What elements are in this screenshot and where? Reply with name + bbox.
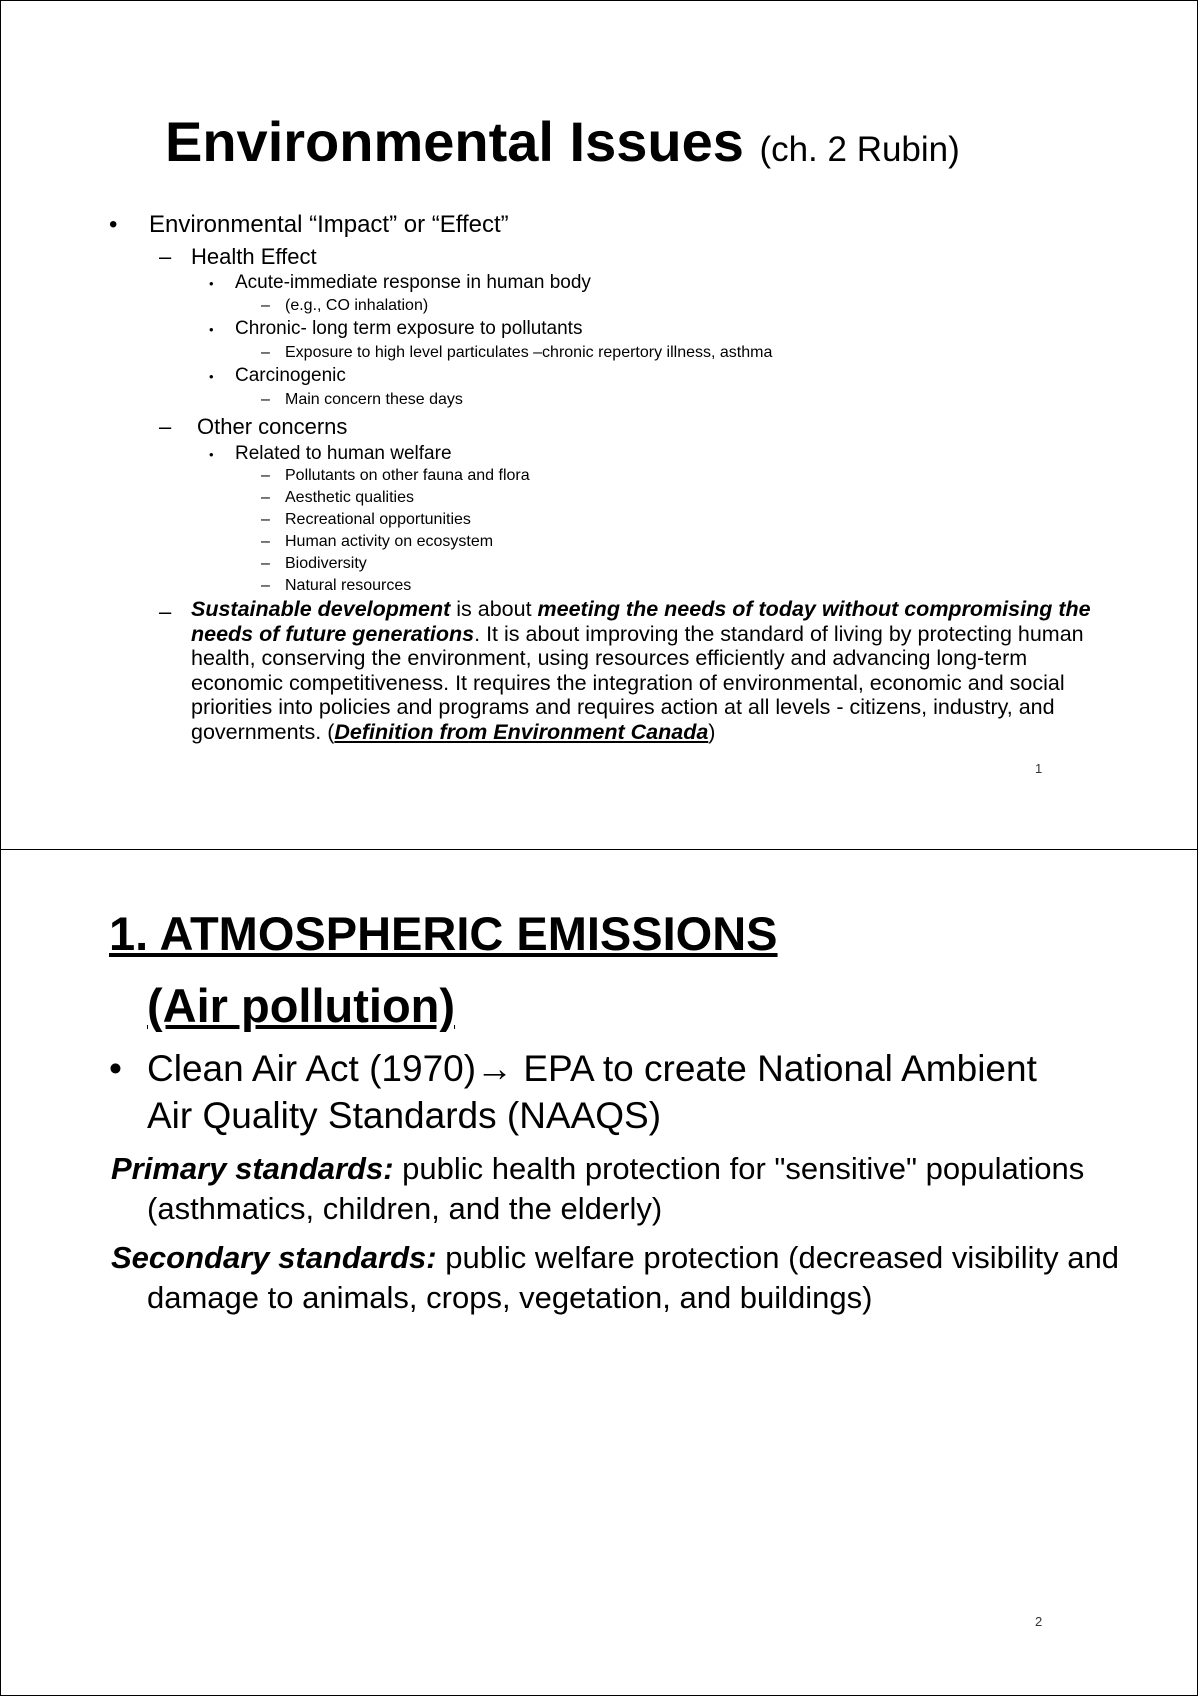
dash-icon: – [159,414,172,439]
dash-icon: – [159,244,172,269]
dash-icon: – [261,391,270,408]
title-main: Environmental Issues [165,110,744,173]
arrow-right-icon: → [476,1048,514,1089]
sustainable-development-paragraph: Sustainable development is about meeting the needs of today without compromising the needs of future generations. It is about improving the standard of living by protecting human health, conserving the environment, using resources efficiently and advancing long-term economic competitiveness. It requires the integration of environmental, economic and social priorities into policies and programs and requires action at all levels - citizens, industry, and governments. (Definition from Environment Canada) [191,597,1091,744]
bullet-dot-icon: • [209,447,214,462]
dash-icon: – [261,489,270,506]
slide-heading: 1. ATMOSPHERIC EMISSIONS [109,907,778,960]
dash-icon: – [261,577,270,594]
dash-icon: – [261,297,270,314]
page-number: 2 [1035,1614,1043,1629]
slide-title [165,109,960,174]
dash-icon: – [261,344,270,361]
slide-2: 1. ATMOSPHERIC EMISSIONS (Air pollution) • Clean Air Act (1970)→ EPA to create National Ambient Air Quality Standards (NAAQS) Primary standards: public health protection for "sensitive" populations (asthmatics, children, and the elderly) Secondary standards: public welfare protection (decreased visibility and damage to animals, crops, vegetation, and buildings) 2 [0,849,1198,1696]
bullet-dot-icon: • [209,369,214,384]
bullet-dot-icon: • [209,276,214,291]
dash-icon: – [261,555,270,572]
bullet-clean-air-act-line2: Air Quality Standards (NAAQS) [147,1095,662,1136]
definition-source: Definition from Environment Canada [334,719,709,744]
title-sub: (ch. 2 Rubin) [759,130,960,169]
dash-icon: – [159,599,172,624]
bullet-dot-icon: • [109,1048,122,1089]
bullet-dot-icon: • [209,322,214,337]
dash-icon: – [261,467,270,484]
primary-standards: Primary standards: public health protection for "sensitive" populations (asthmatics, children, and the elderly) [111,1151,1085,1226]
slide-heading-sub: (Air pollution) [147,979,456,1032]
dash-icon: – [261,533,270,550]
bullet-dot-icon: • [109,211,118,238]
dash-icon: – [261,511,270,528]
secondary-standards: Secondary standards: public welfare protection (decreased visibility and damage to animals, crops, vegetation, and buildings) [111,1240,1119,1315]
slide-1: Environmental Issues (ch. 2 Rubin) • Environmental “Impact” or “Effect” – Health Effect • Acute-immediate response in human body – (e.g., CO inhalation) • Chronic- long term exposure to pollutants – Exposure to high level particulates –chronic repertory illness, asthma • Carcinogenic – Main concern these days – Other concerns • Related to human welfare – Pollutants on other fauna and flora – Aesthetic qualities – Recreational opportunities – Human activity on ecosystem – Biodiversity – Natural resources – Sustainable development is about meeting the needs of today without compromising the needs of future generations. It is about improving the standard of living by protecting human health, conserving the environment, using resources efficiently and advancing long-term economic competitiveness. It requires the integration of environmental, economic and social priorities into policies and programs and requires action at all levels - citizens, industry, and governments. (Definition from Environment Canada) 1 [0,0,1198,850]
page-number: 1 [1035,761,1043,776]
